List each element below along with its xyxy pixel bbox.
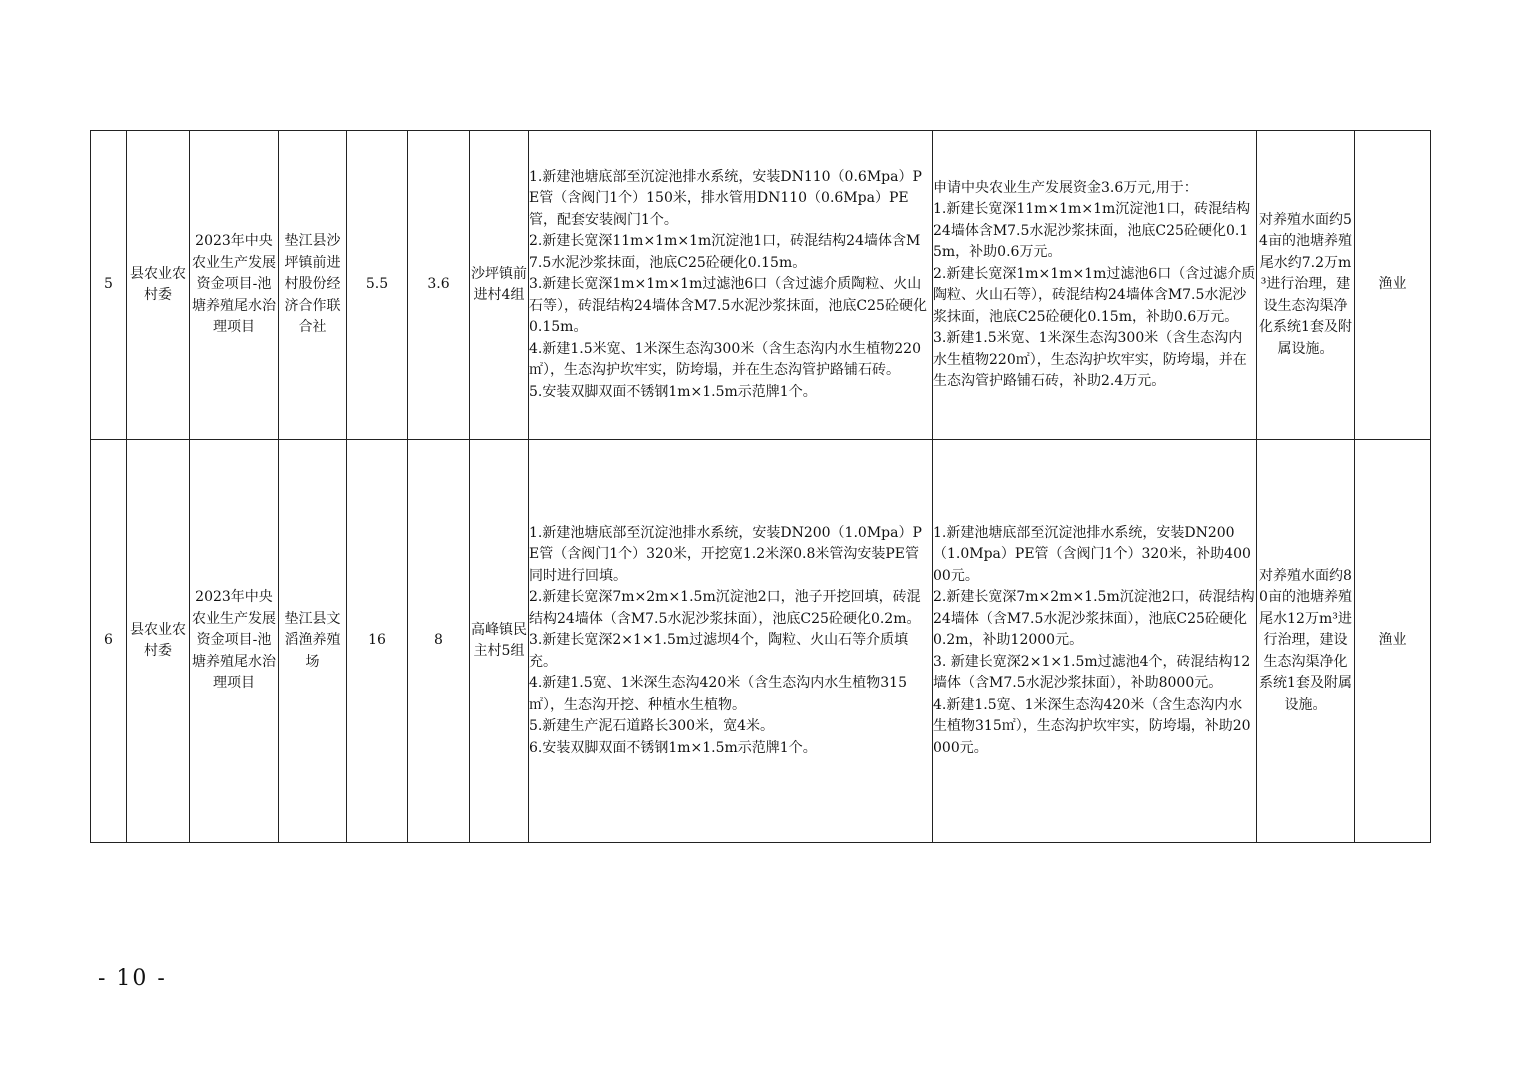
funding-item: 1.新建长宽深11m×1m×1m沉淀池1口，砖混结构24墙体含M7.5水泥沙浆抹面，池底C25砼硬化0.15m，补助0.6万元。 xyxy=(933,201,1251,260)
funding-item: 2.新建长宽深1m×1m×1m过滤池6口（含过滤介质陶粒、火山石等），砖混结构24墙体含M7.5水泥沙浆抹面，池底C25砼硬化0.15m，补助0.6万元。 xyxy=(933,265,1256,325)
content-item: 3.新建长宽深2×1×1.5m过滤坝4个，陶粒、火山石等介质填充。 xyxy=(529,632,909,670)
construction-content-cell xyxy=(529,440,933,843)
funding-item: 4.新建1.5宽、1米深生态沟420米（含生态沟内水生植物315㎡），生态沟护坎牢实，防垮塌，补助20000元。 xyxy=(933,696,1251,756)
total-investment-cell: 16 xyxy=(347,440,408,843)
funding-item: 申请中央农业生产发展资金3.6万元,用于： xyxy=(933,179,1198,196)
project-name-cell: 2023年中央农业生产发展资金项目-池塘养殖尾水治理项目 xyxy=(190,440,279,843)
department-cell: 县农业农村委 xyxy=(127,440,190,843)
row-index: 5 xyxy=(91,131,127,440)
content-item: 5.新建生产泥石道路长300米，宽4米。 xyxy=(529,718,774,735)
content-item: 3.新建长宽深1m×1m×1m过滤池6口（含过滤介质陶粒、火山石等），砖混结构24墙体含M7.5水泥沙浆抹面，池底C25砼硬化0.15m。 xyxy=(529,276,927,336)
subsidy-cell: 8 xyxy=(408,440,470,843)
page-number: - 10 - xyxy=(98,966,167,991)
funding-item: 1.新建池塘底部至沉淀池排水系统，安装DN200（1.0Mpa）PE管（含阀门1个）320米，补助40000元。 xyxy=(933,524,1251,584)
location-cell: 高峰镇民主村5组 xyxy=(470,440,529,843)
funding-item: 3. 新建长宽深2×1×1.5m过滤池4个，砖混结构12墙体（含M7.5水泥沙浆抹面），补助8000元。 xyxy=(933,653,1251,692)
content-item: 4.新建1.5宽、1米深生态沟420米（含生态沟内水生植物315㎡），生态沟开挖、种植水生植物。 xyxy=(529,675,907,713)
construction-content-cell xyxy=(529,131,933,440)
table-row xyxy=(91,440,1431,843)
implementer-cell: 垫江县文滔渔养殖场 xyxy=(279,440,347,843)
implementer-cell: 垫江县沙坪镇前进村股份经济合作联合社 xyxy=(279,131,347,440)
content-item: 5.安装双脚双面不锈钢1m×1.5m示范牌1个。 xyxy=(529,383,817,400)
content-item: 1.新建池塘底部至沉淀池排水系统，安装DN200（1.0Mpa）PE管（含阀门1个）320米，开挖宽1.2米深0.8米管沟安装PE管同时进行回填。 xyxy=(529,524,922,584)
subsidy-cell: 3.6 xyxy=(408,131,470,440)
row-index: 6 xyxy=(91,440,127,843)
table-row xyxy=(91,131,1431,440)
project-name-cell: 2023年中央农业生产发展资金项目-池塘养殖尾水治理项目 xyxy=(190,131,279,440)
content-item: 6.安装双脚双面不锈钢1m×1.5m示范牌1个。 xyxy=(529,739,817,756)
funding-item: 2.新建长宽深7m×2m×1.5m沉淀池2口，砖混结构24墙体（含M7.5水泥沙浆抹面），池底C25砼硬化0.2m，补助12000元。 xyxy=(933,589,1255,649)
location-cell: 沙坪镇前进村4组 xyxy=(470,131,529,440)
funding-plan-cell xyxy=(933,131,1257,440)
funding-plan-cell xyxy=(933,440,1257,843)
content-item: 1.新建池塘底部至沉淀池排水系统，安装DN110（0.6Mpa）PE管（含阀门1个）150米，排水管用DN110（0.6Mpa）PE管，配套安装阀门1个。 xyxy=(529,168,922,228)
project-table xyxy=(90,130,1431,843)
total-investment-cell: 5.5 xyxy=(347,131,408,440)
content-item: 2.新建长宽深7m×2m×1.5m沉淀池2口，池子开挖回填，砖混结构24墙体（含M7.5水泥沙浆抹面），池底C25砼硬化0.2m。 xyxy=(529,589,921,627)
content-item: 4.新建1.5米宽、1米深生态沟300米（含生态沟内水生植物220㎡），生态沟护坎牢实，防垮塌，并在生态沟管护路铺石砖。 xyxy=(529,340,921,379)
performance-target-cell: 对养殖水面约80亩的池塘养殖尾水12万m³进行治理，建设生态沟渠净化系统1套及附属设施。 xyxy=(1257,440,1355,843)
content-item: 2.新建长宽深11m×1m×1m沉淀池1口，砖混结构24墙体含M7.5水泥沙浆抹面，池底C25砼硬化0.15m。 xyxy=(529,233,921,271)
performance-target-cell: 对养殖水面约54亩的池塘养殖尾水约7.2万m³进行治理，建设生态沟渠净化系统1套及附属设施。 xyxy=(1257,131,1355,440)
department-cell: 县农业农村委 xyxy=(127,131,190,440)
funding-item: 3.新建1.5米宽、1米深生态沟300米（含生态沟内水生植物220㎡），生态沟护坎牢实，防垮塌，并在生态沟管护路铺石砖，补助2.4万元。 xyxy=(933,330,1247,389)
industry-cell: 渔业 xyxy=(1355,131,1431,440)
industry-cell: 渔业 xyxy=(1355,440,1431,843)
